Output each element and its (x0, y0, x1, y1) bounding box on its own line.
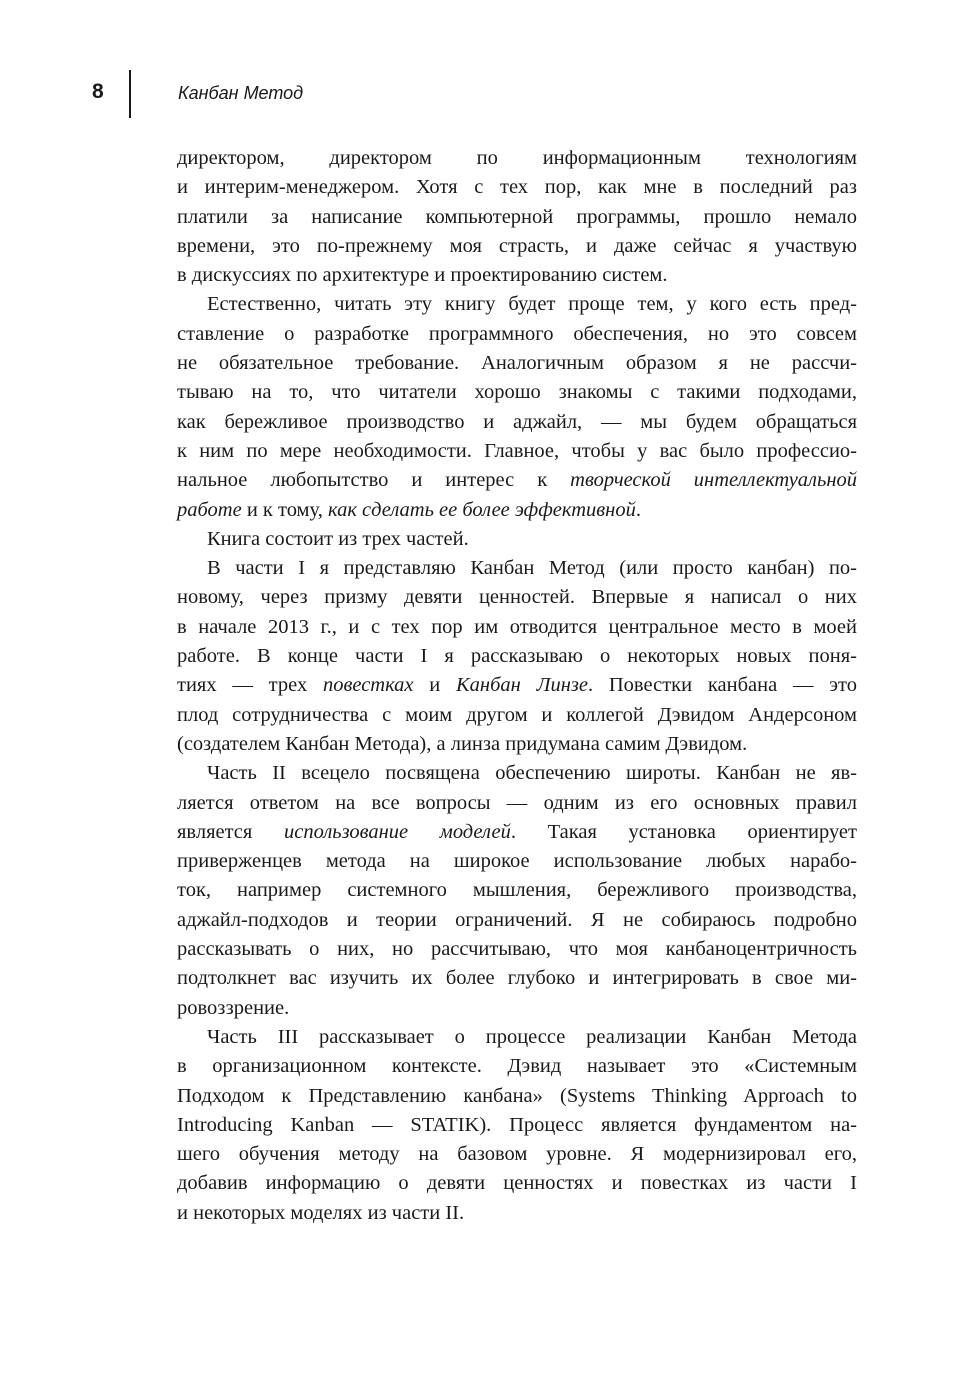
text-line (177, 554, 857, 583)
text-line (177, 759, 857, 788)
text-line (177, 408, 857, 437)
text-run: Часть II всецело посвящена обеспечению широты. Канбан не яв- (207, 762, 857, 785)
text-run: тываю на то, что читатели хорошо знакомы с такими подходами, (177, 381, 857, 404)
text-run: ровоззрение. (177, 996, 290, 1019)
text-line (177, 1023, 857, 1052)
paragraph (177, 290, 857, 524)
text-run: ставление о разработке программного обеспечения, но это совсем (177, 322, 857, 345)
text-line (177, 261, 857, 290)
text-line (177, 144, 857, 173)
italic-text: как сделать ее более эффективной (327, 498, 636, 521)
text-run: является (177, 820, 284, 843)
text-line (177, 349, 857, 378)
italic-text: творческой интеллектуальной (570, 469, 857, 492)
text-line (177, 583, 857, 612)
text-run: Естественно, читать эту книгу будет проще тем, у кого есть пред- (207, 293, 857, 316)
text-line (177, 964, 857, 993)
paragraph (177, 554, 857, 759)
text-run: и интерим-менеджером. Хотя с тех пор, как мне в последний раз (177, 176, 857, 199)
text-run: Часть III рассказывает о процессе реализации Канбан Метода (207, 1025, 857, 1048)
header-divider (129, 70, 131, 118)
italic-text: работе (177, 498, 242, 521)
text-line (177, 1169, 857, 1198)
paragraph (177, 144, 857, 290)
text-run: плод сотрудничества с моим другом и коллегой Дэвидом Андерсоном (177, 703, 857, 726)
text-run: в начале 2013 г., и с тех пор им отводится центральное место в моей (177, 615, 857, 638)
text-run: в дискуссиях по архитектуре и проектированию систем. (177, 264, 668, 287)
text-line (177, 613, 857, 642)
italic-text: использование моделей (283, 820, 511, 843)
text-line (177, 730, 857, 759)
text-run: не обязательное требование. Аналогичным образом я не рассчи- (177, 352, 857, 375)
text-run: . Такая установка ориентирует (510, 820, 857, 843)
text-line (177, 1199, 857, 1228)
text-run: ток, например системного мышления, бережливого производства, (177, 879, 857, 902)
text-run: аджайл-подходов и теории ограничений. Я не собираюсь подробно (177, 908, 857, 931)
text-line (177, 701, 857, 730)
text-line (177, 525, 857, 554)
text-run: шего обучения методу на базовом уровне. Я модернизировал его, (177, 1143, 857, 1166)
paragraph (177, 759, 857, 1023)
text-run: времени, это по-прежнему моя страсть, и даже сейчас я участвую (177, 234, 857, 257)
text-run: . Повестки канбана — это (587, 674, 857, 697)
text-run: добавив информацию о девяти ценностях и повестках из части I (177, 1172, 857, 1195)
text-line (177, 994, 857, 1023)
text-line (177, 1082, 857, 1111)
text-run: В части I я представляю Канбан Метод (или просто канбан) по- (207, 557, 857, 580)
text-line (177, 203, 857, 232)
paragraph (177, 1023, 857, 1228)
text-run: директором, директором по информационным технологиям (177, 147, 857, 169)
text-run: работе. В конце части I я рассказываю о некоторых новых поня- (177, 645, 857, 668)
text-line (177, 818, 857, 847)
text-run: и к тому, (241, 498, 328, 521)
text-run: Introducing Kanban — STATIK). Процесс является фундаментом на- (177, 1113, 857, 1136)
text-line (177, 1111, 857, 1140)
italic-text: Канбан Линзе (456, 674, 588, 697)
page-number: 8 (92, 80, 104, 103)
text-run: тиях — трех (177, 674, 323, 697)
text-line (177, 173, 857, 202)
text-run: рассказывать о них, но рассчитываю, что моя канбаноцентричность (177, 938, 857, 961)
text-line (177, 320, 857, 349)
body-text (177, 144, 857, 1228)
text-line (177, 906, 857, 935)
text-run: и некоторых моделях из части II. (177, 1201, 465, 1224)
running-title: Канбан Метод (178, 83, 304, 103)
text-run: Подходом к Представлению канбана» (Systems Thinking Approach to (177, 1084, 857, 1107)
text-line (177, 232, 857, 261)
text-run: платили за написание компьютерной программы, прошло немало (177, 205, 857, 228)
text-run: подтолкнет вас изучить их более глубоко и интегрировать в свое ми- (177, 967, 857, 990)
paragraph (177, 525, 857, 554)
text-run: . (635, 498, 641, 521)
text-run: (создателем Канбан Метода), а линза придумана самим Дэвидом. (177, 732, 748, 755)
text-line (177, 378, 857, 407)
text-run: и (413, 674, 457, 697)
text-run: Книга состоит из трех частей. (207, 527, 469, 550)
text-line (177, 847, 857, 876)
text-line (177, 1140, 857, 1169)
text-line (177, 437, 857, 466)
text-line (177, 496, 857, 525)
italic-text: повестках (322, 674, 414, 697)
text-line (177, 876, 857, 905)
text-line (177, 789, 857, 818)
text-line (177, 671, 857, 700)
text-line (177, 466, 857, 495)
text-line (177, 642, 857, 671)
text-run: нальное любопытство и интерес к (177, 469, 571, 492)
text-run: к ним по мере необходимости. Главное, чтобы у вас было профессио- (177, 439, 857, 462)
text-run: ляется ответом на все вопросы — одним из его основных правил (177, 791, 857, 814)
text-run: новому, через призму девяти ценностей. Впервые я написал о них (177, 586, 857, 609)
text-line (177, 290, 857, 319)
text-run: в организационном контексте. Дэвид называет это «Системным (177, 1055, 857, 1078)
text-line (177, 935, 857, 964)
text-run: приверженцев метода на широкое использование любых нарабо- (177, 850, 857, 873)
text-line (177, 1052, 857, 1081)
text-run: как бережливое производство и аджайл, — мы будем обращаться (177, 410, 857, 433)
